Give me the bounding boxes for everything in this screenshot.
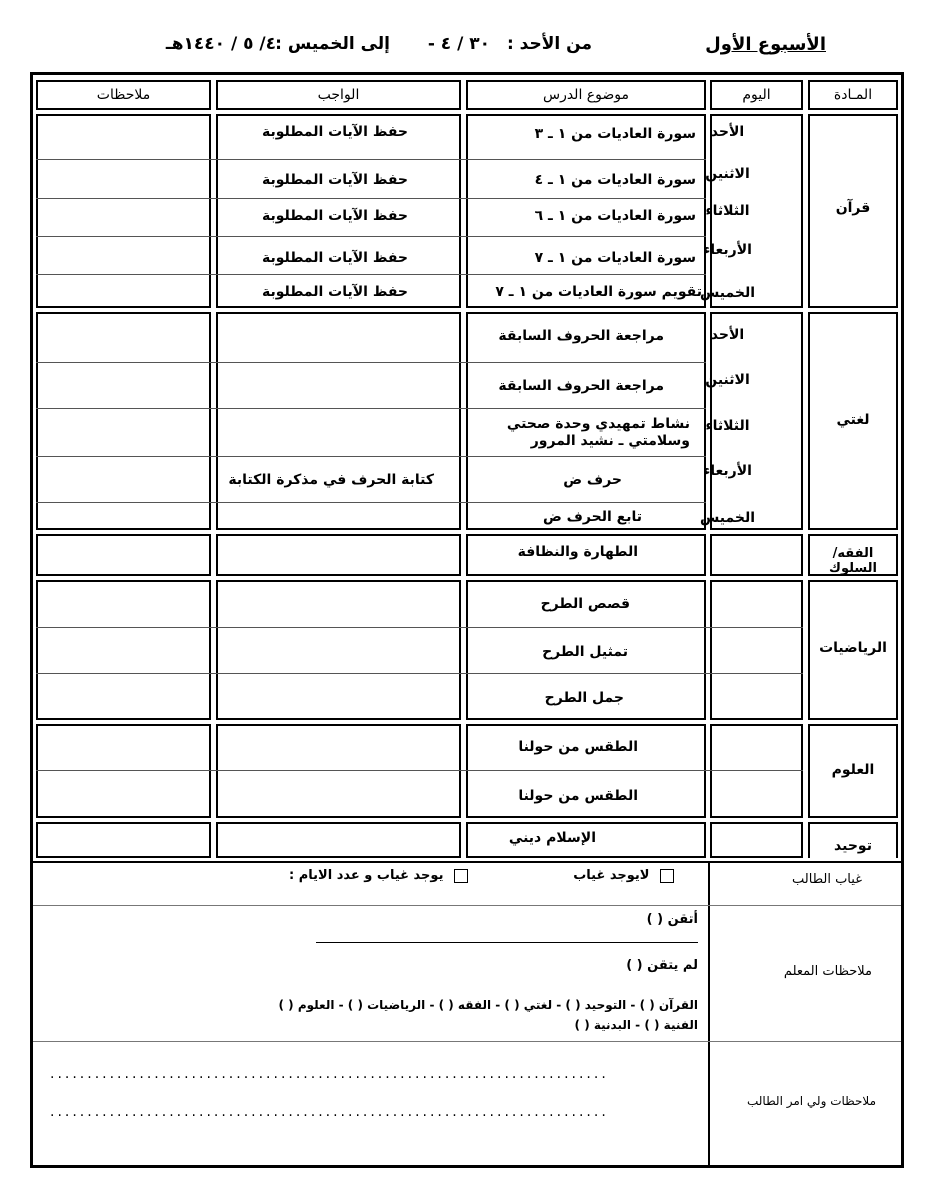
quran-subject-cell [808,114,898,308]
lughati-notes-col [36,312,211,530]
subject-marks-line1: القرآن ( ) - التوحيد ( ) - لغتي ( ) - الفقه ( ) - الرياضيات ( ) - العلوم ( ) [278,998,698,1012]
lughati-lesson-1: مراجعة الحروف السابقة [498,328,664,344]
fiqh-homework-cell [216,534,461,576]
quran-day-1: الأحد [710,124,745,140]
notes-divider [33,1041,901,1042]
lughati-lesson-4: حرف ض [563,472,622,488]
quran-homework-5: حفظ الآيات المطلوبة [261,284,408,300]
lughati-homework-4: كتابة الحرف في مذكرة الكتابة [228,472,434,488]
date-to-label: إلى الخميس : [275,34,390,54]
tawheed-subject: توحيد [834,838,872,854]
row-divider [36,456,706,457]
science-subject: العلوم [831,762,875,778]
col-header-lesson: موضوع الدرس [466,80,706,110]
tawheed-notes-cell [36,822,211,858]
math-lesson-1: قصص الطرح [540,596,630,612]
tawheed-homework-cell [216,822,461,858]
parent-notes-line-2[interactable]: ........................................................................... [50,1104,609,1120]
lughati-day-3: الثلاثاء [705,418,750,434]
fiqh-lesson: الطهارة والنظافة [517,544,638,560]
fiqh-subject-cell [808,534,898,576]
col-header-subject: المـادة [808,80,898,110]
row-divider [36,770,803,771]
absence-divider [33,905,901,906]
parent-notes-label: ملاحظات ولي امر الطالب [746,1094,876,1108]
row-divider [36,673,803,674]
no-absence-checkbox[interactable] [660,869,674,883]
quran-day-4: الأربعاء [703,242,752,258]
science-day-col [710,724,803,818]
quran-lesson-2: سورة العاديات من ١ ـ ٤ [534,172,696,188]
math-subject: الرياضيات [819,640,887,656]
science-subject-cell [808,724,898,818]
date-from-value: ٣٠ / ٤ - [427,34,490,54]
no-absence-label: لايوجد غياب [573,868,650,883]
lughati-day-4: الأربعاء [703,463,752,479]
subject-marks-line2: الفنية ( ) - البدنية ( ) [574,1018,698,1032]
science-lesson-2: الطقس من حولنا [518,788,638,804]
row-divider [36,408,706,409]
lughati-day-5: الخميس [699,510,756,526]
mastered-field: أتقن ( ) [646,912,698,927]
fiqh-day-cell [710,534,803,576]
lughati-lesson-5: تابع الحرف ض [542,509,642,525]
row-divider [36,274,706,275]
quran-day-3: الثلاثاء [705,203,750,219]
mastered-line [316,942,698,943]
bottom-divider-top [33,861,901,863]
quran-notes-col [36,114,211,308]
no-absence-option[interactable] [573,868,680,883]
quran-homework-2: حفظ الآيات المطلوبة [261,172,408,188]
quran-homework-4: حفظ الآيات المطلوبة [261,250,408,266]
lughati-subject: لغتي [836,412,870,428]
col-header-homework: الواجب [216,80,461,110]
parent-notes-line-1[interactable]: ........................................................................... [50,1066,609,1082]
quran-lesson-3: سورة العاديات من ١ ـ ٦ [534,208,696,224]
has-absence-option[interactable] [289,868,474,883]
lughati-day-1: الأحد [710,327,745,343]
tawheed-day-cell [710,822,803,858]
lughati-homework-col [216,312,461,530]
quran-lesson-1: سورة العاديات من ١ ـ ٣ [534,126,696,142]
math-lesson-3: جمل الطرح [544,690,624,706]
math-notes-col [36,580,211,720]
math-subject-cell [808,580,898,720]
col-header-notes: ملاحظات [36,80,211,110]
row-divider [36,198,706,199]
row-divider [36,502,706,503]
row-divider [36,159,706,160]
quran-lesson-5: تقويم سورة العاديات من ١ ـ ٧ [495,284,702,300]
science-notes-col [36,724,211,818]
quran-subject: قرآن [835,200,871,216]
lughati-subject-cell [808,312,898,530]
row-divider [36,236,706,237]
science-lesson-1: الطقس من حولنا [518,739,638,755]
col-header-day: اليوم [710,80,803,110]
date-from-label: من الأحد : [506,34,592,54]
math-homework-col [216,580,461,720]
date-to-value: ٤/ ٥ / ١٤٤٠هـ [165,34,276,54]
teacher-notes-label: ملاحظات المعلم [783,964,872,979]
quran-homework-3: حفظ الآيات المطلوبة [261,208,408,224]
quran-lesson-4: سورة العاديات من ١ ـ ٧ [534,250,696,266]
science-homework-col [216,724,461,818]
quran-day-2: الاثنين [705,166,750,182]
tawheed-subject-cell [808,822,898,858]
week-title: الأسبوع الأول [705,34,826,55]
math-day-col [710,580,803,720]
absence-label: غياب الطالب [792,872,862,887]
has-absence-label: يوجد غياب و عدد الايام : [289,868,444,883]
not-mastered-field: لم يتقن ( ) [626,958,698,973]
lughati-lesson-3b: وسلامتي ـ نشيد المرور [530,433,690,449]
tawheed-lesson: الإسلام ديني [508,830,596,846]
fiqh-notes-cell [36,534,211,576]
lughati-day-2: الاثنين [705,372,750,388]
bottom-label-divider [708,861,710,1165]
quran-homework-1: حفظ الآيات المطلوبة [261,124,408,140]
row-divider [36,362,706,363]
math-lesson-2: تمثيل الطرح [542,644,628,660]
lughati-lesson-3a: نشاط تمهيدي وحدة صحتي [506,416,690,432]
row-divider [36,627,803,628]
fiqh-subject: الفقه/السلوك [829,546,877,576]
has-absence-checkbox[interactable] [454,869,468,883]
quran-day-5: الخميس [699,285,756,301]
lughati-lesson-2: مراجعة الحروف السابقة [498,378,664,394]
